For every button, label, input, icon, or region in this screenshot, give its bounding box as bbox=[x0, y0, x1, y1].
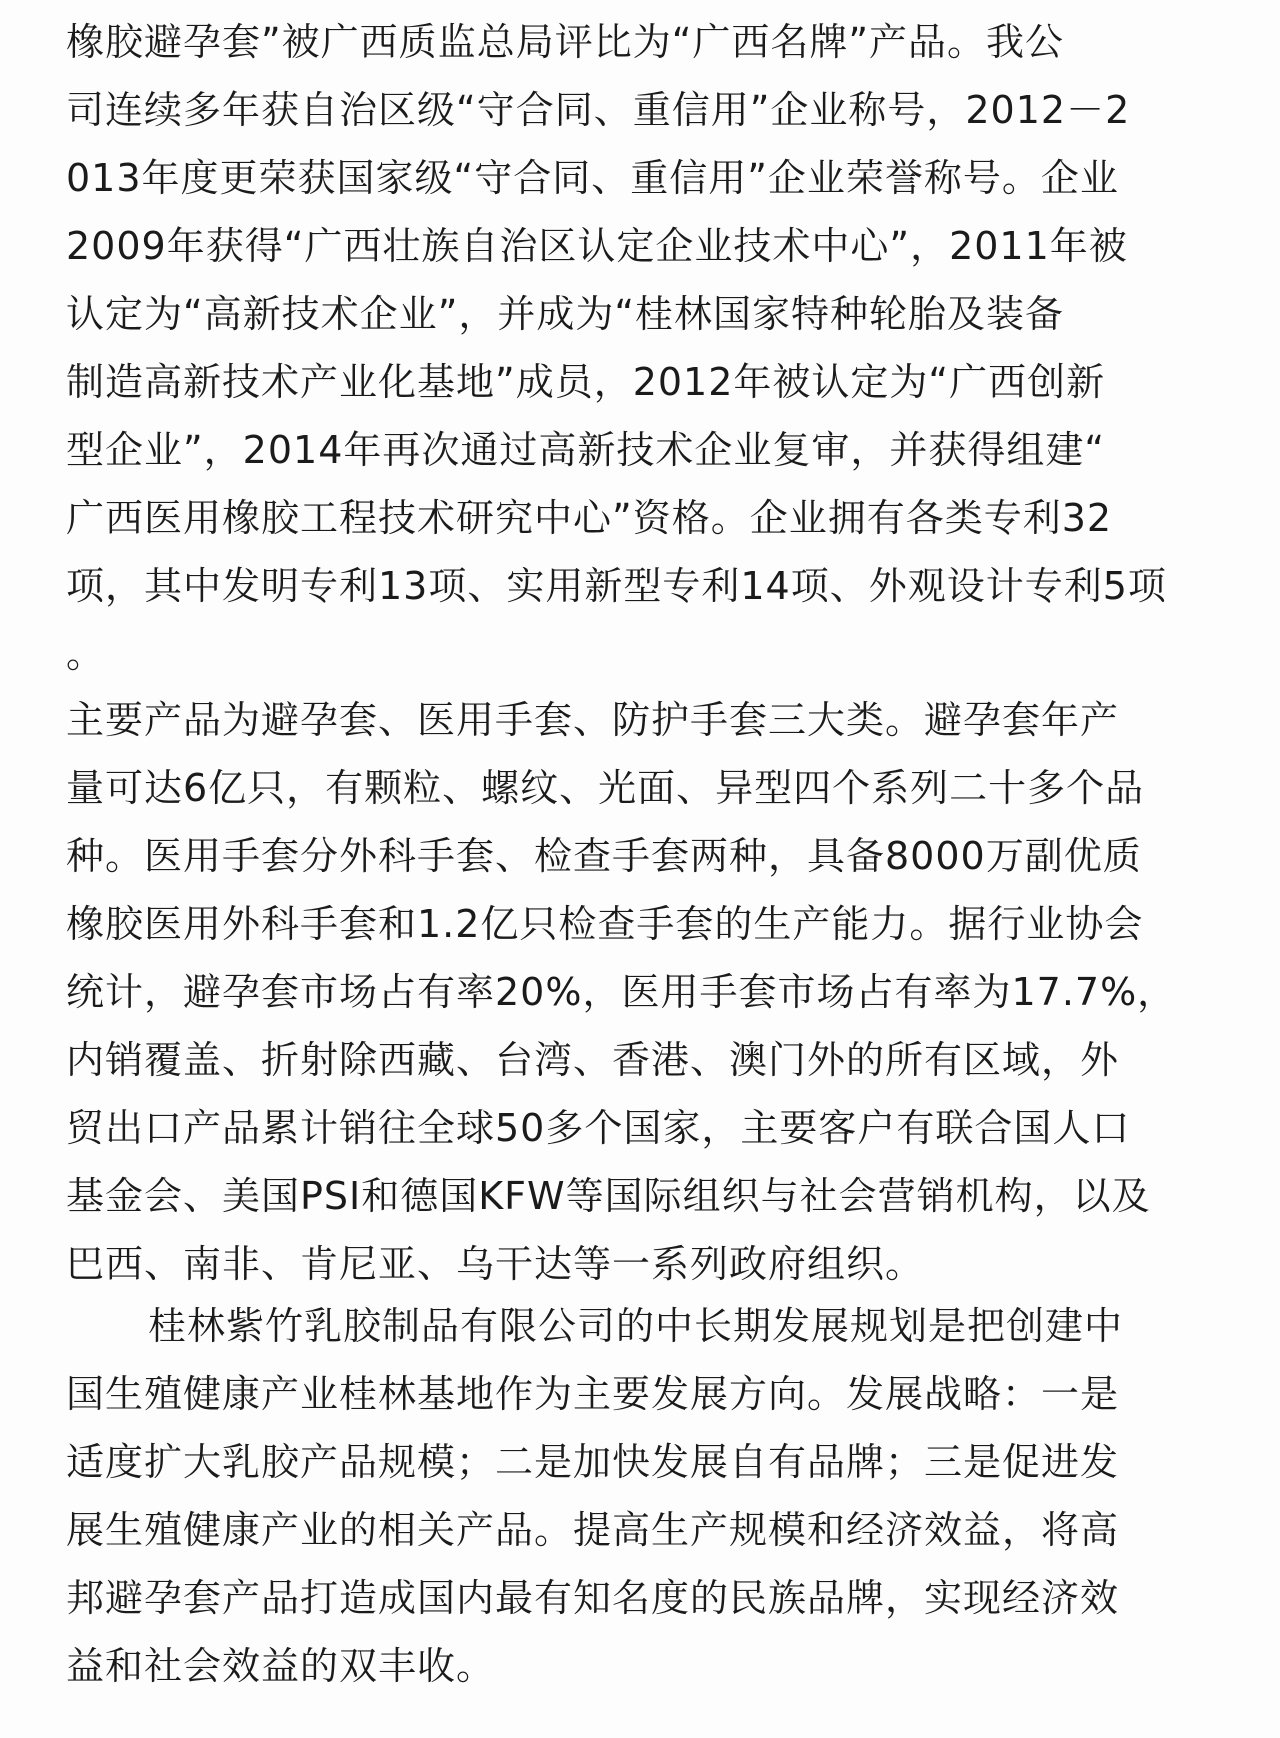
text-line: 013年度更荣获国家级“守合同、重信用”企业荣誉称号。企业 bbox=[66, 156, 1119, 200]
text-line: 。 bbox=[66, 632, 106, 676]
text-line: 统计，避孕套市场占有率20%，医用手套市场占有率为17.7%， bbox=[66, 970, 1177, 1014]
text-line: 邦避孕套产品打造成国内最有知名度的民族品牌，实现经济效 bbox=[66, 1576, 1120, 1620]
paragraph-main-products bbox=[66, 686, 1206, 1298]
text-line: 司连续多年获自治区级“守合同、重信用”企业称号，2012－2 bbox=[66, 88, 1131, 132]
text-line: 桂林紫竹乳胶制品有限公司的中长期发展规划是把创建中 bbox=[148, 1304, 1124, 1348]
text-line: 内销覆盖、折射除西藏、台湾、香港、澳门外的所有区域，外 bbox=[66, 1038, 1120, 1082]
text-line: 项，其中发明专利13项、实用新型专利14项、外观设计专利5项 bbox=[66, 564, 1167, 608]
text-line: 橡胶医用外科手套和1.2亿只检查手套的生产能力。据行业协会 bbox=[66, 902, 1144, 946]
text-line: 基金会、美国PSI和德国KFW等国际组织与社会营销机构，以及 bbox=[66, 1174, 1151, 1218]
text-line: 适度扩大乳胶产品规模；二是加快发展自有品牌；三是促进发 bbox=[66, 1440, 1120, 1484]
text-line: 2009年获得“广西壮族自治区认定企业技术中心”，2011年被 bbox=[66, 224, 1128, 268]
text-line: 制造高新技术产业化基地”成员，2012年被认定为“广西创新 bbox=[66, 360, 1106, 404]
text-line: 巴西、南非、肯尼亚、乌干达等一系列政府组织。 bbox=[66, 1242, 925, 1286]
text-line: 量可达6亿只，有颗粒、螺纹、光面、异型四个系列二十多个品 bbox=[66, 766, 1145, 810]
text-line: 广西医用橡胶工程技术研究中心”资格。企业拥有各类专利32 bbox=[66, 496, 1113, 540]
text-line: 主要产品为避孕套、医用手套、防护手套三大类。避孕套年产 bbox=[66, 698, 1120, 742]
text-line: 橡胶避孕套”被广西质监总局评比为“广西名牌”产品。我公 bbox=[66, 20, 1065, 64]
text-line: 认定为“高新技术企业”，并成为“桂林国家特种轮胎及装备 bbox=[66, 292, 1065, 336]
paragraph-development-plan bbox=[66, 1292, 1206, 1700]
paragraph-honors-patents bbox=[66, 8, 1206, 688]
text-line: 种。医用手套分外科手套、检查手套两种，具备8000万副优质 bbox=[66, 834, 1142, 878]
text-line: 展生殖健康产业的相关产品。提高生产规模和经济效益，将高 bbox=[66, 1508, 1120, 1552]
text-line: 贸出口产品累计销往全球50多个国家，主要客户有联合国人口 bbox=[66, 1106, 1131, 1150]
text-line: 国生殖健康产业桂林基地作为主要发展方向。发展战略：一是 bbox=[66, 1372, 1120, 1416]
text-line: 型企业”，2014年再次通过高新技术企业复审，并获得组建“ bbox=[66, 428, 1106, 472]
text-line: 益和社会效益的双丰收。 bbox=[66, 1644, 496, 1688]
